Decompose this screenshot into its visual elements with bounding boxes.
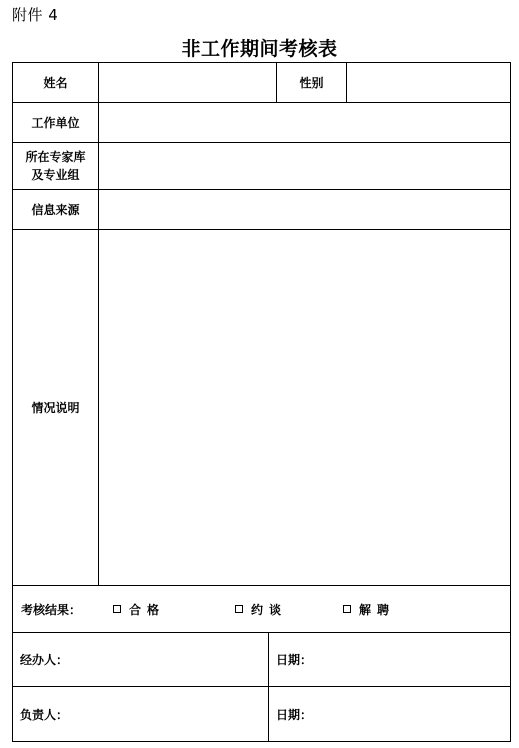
option-interview[interactable] [235, 601, 343, 618]
result-cell [13, 586, 511, 633]
info-source-field[interactable] [99, 190, 511, 230]
work-unit-field[interactable] [99, 103, 511, 143]
info-source-label: 信息来源 [13, 190, 99, 230]
expert-group-field[interactable] [99, 143, 511, 190]
page-title: 非工作期间考核表 [181, 38, 338, 60]
expert-group-label-line2: 及专业组 [31, 168, 80, 182]
row-handler [13, 633, 511, 687]
row-result [13, 586, 511, 633]
option-dismiss-label: 解聘 [359, 602, 396, 617]
row-responsible [13, 687, 511, 742]
gender-field[interactable] [347, 63, 511, 103]
row-info-source [13, 190, 511, 230]
result-label: 考核结果： [21, 602, 82, 617]
option-dismiss[interactable] [343, 601, 395, 618]
handler-label: 经办人： [20, 653, 69, 667]
responsible-date-cell[interactable] [269, 687, 511, 742]
assessment-form [12, 62, 511, 742]
responsible-date-label: 日期： [276, 707, 313, 722]
option-pass-label: 合格 [129, 602, 166, 617]
handler-date-label: 日期： [276, 653, 313, 667]
situation-field[interactable] [99, 230, 511, 586]
row-name-gender [13, 63, 511, 103]
option-interview-label: 约谈 [251, 602, 288, 617]
name-label: 姓名 [13, 63, 99, 103]
situation-label: 情况说明 [13, 230, 99, 586]
row-situation [13, 230, 511, 586]
option-pass[interactable] [113, 601, 235, 618]
attachment-label: 附件 4 [12, 6, 59, 24]
dismiss-checkbox[interactable] [343, 605, 351, 613]
row-expert-group [13, 143, 511, 190]
expert-group-label [13, 143, 99, 190]
expert-group-label-line1: 所在专家库 [25, 150, 86, 164]
responsible-cell[interactable] [13, 687, 269, 742]
responsible-label: 负责人： [20, 707, 69, 722]
row-work-unit [13, 103, 511, 143]
work-unit-label: 工作单位 [13, 103, 99, 143]
interview-checkbox[interactable] [235, 605, 243, 613]
pass-checkbox[interactable] [113, 605, 121, 613]
name-field[interactable] [99, 63, 277, 103]
handler-date-cell[interactable] [269, 633, 511, 687]
gender-label: 性别 [277, 63, 347, 103]
handler-cell[interactable] [13, 633, 269, 687]
